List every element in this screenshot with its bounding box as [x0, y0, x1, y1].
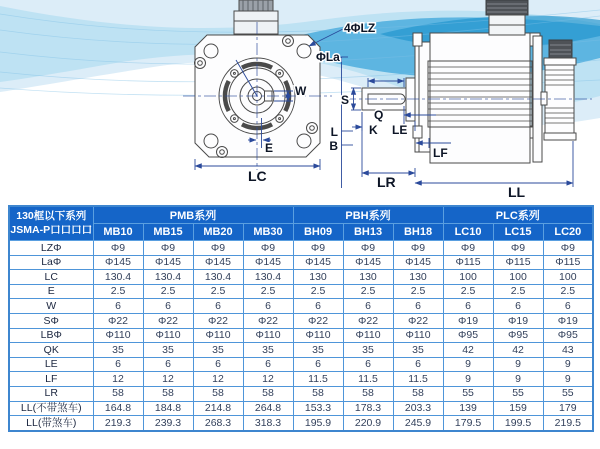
spec-cell: 35 [143, 343, 193, 358]
dim-label-q: Q [374, 108, 384, 122]
rear-connector-ribbed [549, 40, 572, 58]
spec-cell: 245.9 [393, 416, 443, 431]
motor-body [430, 33, 530, 163]
spec-cell: 6 [143, 357, 193, 372]
spec-cell: Φ22 [243, 313, 293, 328]
spec-cell: Φ115 [443, 255, 493, 270]
spec-cell: 58 [193, 386, 243, 401]
spec-cell: Φ145 [143, 255, 193, 270]
spec-cell: 268.3 [193, 416, 243, 431]
spec-cell: 6 [193, 299, 243, 314]
spec-cell: 2.5 [393, 284, 443, 299]
table-row [9, 313, 593, 328]
spec-cell: 159 [493, 401, 543, 416]
spec-cell: 220.9 [343, 416, 393, 431]
row-label: LL(带煞车) [9, 416, 93, 431]
spec-cell: 214.8 [193, 401, 243, 416]
dim-label-e: E [265, 141, 274, 155]
spec-cell: 11.5 [393, 372, 443, 387]
spec-cell: Φ19 [543, 313, 593, 328]
model-column-header: LC10 [443, 224, 493, 241]
spec-cell: 153.3 [293, 401, 343, 416]
spec-cell: Φ145 [293, 255, 343, 270]
spec-cell: 9 [543, 372, 593, 387]
model-column-header: LC15 [493, 224, 543, 241]
dim-label-lf: LF [433, 146, 448, 160]
spec-cell: Φ9 [143, 241, 193, 256]
row-label: QK [9, 343, 93, 358]
model-column-header: MB20 [193, 224, 243, 241]
row-label: E [9, 284, 93, 299]
spec-cell: Φ22 [343, 313, 393, 328]
dim-label-lr: LR [377, 174, 396, 190]
table-row [9, 255, 593, 270]
dim-label-phila: ΦLa [316, 50, 340, 64]
model-column-header: MB10 [93, 224, 143, 241]
spec-cell: 130.4 [93, 270, 143, 285]
row-label: W [9, 299, 93, 314]
spec-cell: 9 [443, 357, 493, 372]
spec-cell: 219.3 [93, 416, 143, 431]
row-label: LL(不带煞车) [9, 401, 93, 416]
rear-housing [545, 65, 574, 135]
spec-cell: Φ22 [393, 313, 443, 328]
spec-cell: Φ95 [493, 328, 543, 343]
spec-cell: 203.3 [393, 401, 443, 416]
rear-latch [541, 92, 547, 105]
spec-cell: 195.9 [293, 416, 343, 431]
spec-cell: Φ110 [193, 328, 243, 343]
table-row [9, 270, 593, 285]
spec-cell: 6 [343, 299, 393, 314]
table-row [9, 357, 593, 372]
spec-cell: 130.4 [243, 270, 293, 285]
spec-cell: 100 [493, 270, 543, 285]
spec-cell: Φ22 [293, 313, 343, 328]
dim-label-k: K [369, 123, 378, 137]
spec-cell: 6 [493, 299, 543, 314]
dim-label-lc: LC [248, 168, 267, 184]
spec-cell: Φ95 [443, 328, 493, 343]
spec-cell: 6 [293, 299, 343, 314]
spec-cell: 35 [193, 343, 243, 358]
spec-cell: 35 [243, 343, 293, 358]
spec-cell: 199.5 [493, 416, 543, 431]
spec-cell: 6 [393, 357, 443, 372]
series-group-header: PBH系列 [293, 206, 443, 224]
spec-cell: Φ19 [493, 313, 543, 328]
spec-cell: 58 [393, 386, 443, 401]
spec-cell: Φ145 [243, 255, 293, 270]
spec-cell: 9 [493, 372, 543, 387]
table-row [9, 328, 593, 343]
spec-cell: 12 [243, 372, 293, 387]
spec-cell: Φ9 [443, 241, 493, 256]
spec-cell: 130.4 [143, 270, 193, 285]
series-group-header: PLC系列 [443, 206, 593, 224]
spec-cell: 9 [443, 372, 493, 387]
spec-cell: Φ110 [143, 328, 193, 343]
spec-cell: 43 [543, 343, 593, 358]
row-label: LaΦ [9, 255, 93, 270]
spec-cell: Φ145 [93, 255, 143, 270]
spec-cell: 6 [93, 299, 143, 314]
spec-cell: 2.5 [193, 284, 243, 299]
spec-cell: 2.5 [543, 284, 593, 299]
series-group-header: PMB系列 [93, 206, 293, 224]
model-column-header: BH13 [343, 224, 393, 241]
spec-cell: 35 [393, 343, 443, 358]
table-row [9, 372, 593, 387]
model-column-header: MB15 [143, 224, 193, 241]
spec-cell: Φ22 [93, 313, 143, 328]
model-column-header: LC20 [543, 224, 593, 241]
spec-cell: 55 [493, 386, 543, 401]
spec-cell: 139 [443, 401, 493, 416]
table-row [9, 401, 593, 416]
spec-cell: 164.8 [93, 401, 143, 416]
dim-label-w: W [295, 84, 307, 98]
spec-cell: Φ9 [393, 241, 443, 256]
spec-cell: 12 [93, 372, 143, 387]
spec-cell: Φ110 [243, 328, 293, 343]
row-label: LR [9, 386, 93, 401]
rear-housing-lip-bottom [544, 133, 576, 140]
spec-cell: Φ9 [193, 241, 243, 256]
spec-cell: 100 [443, 270, 493, 285]
corner-header-line1: 130框以下系列 [16, 210, 87, 223]
spec-cell: 35 [293, 343, 343, 358]
row-label: LF [9, 372, 93, 387]
spec-cell: Φ9 [293, 241, 343, 256]
spec-cell: Φ145 [393, 255, 443, 270]
spec-cell: 6 [543, 299, 593, 314]
table-row [9, 386, 593, 401]
spec-cell: 55 [543, 386, 593, 401]
corner-header [9, 206, 93, 241]
spec-cell: 11.5 [343, 372, 393, 387]
spec-cell: 2.5 [343, 284, 393, 299]
spec-cell: 55 [443, 386, 493, 401]
spec-cell: Φ22 [143, 313, 193, 328]
spec-table [8, 205, 594, 432]
spec-cell: 9 [493, 357, 543, 372]
spec-cell: Φ9 [93, 241, 143, 256]
row-label: SΦ [9, 313, 93, 328]
dim-label-b: B [329, 139, 338, 153]
spec-cell: 11.5 [293, 372, 343, 387]
spec-cell: 6 [343, 357, 393, 372]
spec-cell: 100 [543, 270, 593, 285]
model-column-header: BH09 [293, 224, 343, 241]
header-row-series [9, 206, 593, 224]
front-connector-body [234, 11, 278, 34]
spec-cell: 6 [243, 299, 293, 314]
dim-label-s: S [340, 93, 349, 107]
spec-cell: 35 [93, 343, 143, 358]
spec-cell: Φ110 [343, 328, 393, 343]
spec-cell: 58 [93, 386, 143, 401]
dim-label-ll: LL [508, 184, 526, 200]
spec-cell: 12 [143, 372, 193, 387]
spec-cell: Φ19 [443, 313, 493, 328]
spec-cell: Φ110 [393, 328, 443, 343]
spec-cell: 58 [343, 386, 393, 401]
spec-cell: 6 [143, 299, 193, 314]
spec-cell: Φ145 [343, 255, 393, 270]
row-label: LC [9, 270, 93, 285]
spec-cell: Φ115 [543, 255, 593, 270]
spec-cell: 2.5 [293, 284, 343, 299]
spec-cell: 6 [93, 357, 143, 372]
spec-cell: 178.3 [343, 401, 393, 416]
dim-label-l: L [330, 125, 338, 139]
spec-cell: 130.4 [193, 270, 243, 285]
spec-cell: 58 [243, 386, 293, 401]
row-label: LZΦ [9, 241, 93, 256]
spec-cell: 6 [193, 357, 243, 372]
spec-cell: 179 [543, 401, 593, 416]
spec-cell: 35 [343, 343, 393, 358]
spec-cell: 6 [443, 299, 493, 314]
dim-label-le: LE [392, 123, 408, 137]
spec-cell: 2.5 [243, 284, 293, 299]
spec-cell: Φ22 [193, 313, 243, 328]
spec-cell: 2.5 [443, 284, 493, 299]
spec-cell: Φ9 [243, 241, 293, 256]
row-label: LBΦ [9, 328, 93, 343]
spec-cell: 2.5 [143, 284, 193, 299]
spec-cell: 6 [243, 357, 293, 372]
dim-label-4philz: 4ΦLZ [344, 21, 376, 35]
spec-cell: 130 [293, 270, 343, 285]
engineering-drawing [0, 0, 600, 200]
spec-cell: Φ115 [493, 255, 543, 270]
spec-cell: 264.8 [243, 401, 293, 416]
spec-cell: 318.3 [243, 416, 293, 431]
table-row [9, 343, 593, 358]
spec-cell: 42 [493, 343, 543, 358]
spec-cell: 6 [393, 299, 443, 314]
model-column-header: BH18 [393, 224, 443, 241]
spec-cell: Φ9 [543, 241, 593, 256]
corner-header-line2: JSMA-P口口口口 [10, 223, 93, 236]
table-row [9, 416, 593, 431]
spec-cell: Φ95 [543, 328, 593, 343]
spec-cell: 42 [443, 343, 493, 358]
table-row [9, 299, 593, 314]
spec-cell: Φ9 [343, 241, 393, 256]
spec-cell: 130 [343, 270, 393, 285]
spec-cell: 12 [193, 372, 243, 387]
spec-cell: 6 [293, 357, 343, 372]
spec-cell: 179.5 [443, 416, 493, 431]
spec-cell: 130 [393, 270, 443, 285]
spec-cell: Φ145 [193, 255, 243, 270]
spec-cell: 58 [143, 386, 193, 401]
spec-cell: Φ110 [293, 328, 343, 343]
rear-housing-lip-top [544, 58, 576, 65]
table-row [9, 241, 593, 256]
spec-cell: 219.5 [543, 416, 593, 431]
spec-cell: 184.8 [143, 401, 193, 416]
spec-cell: 2.5 [93, 284, 143, 299]
table-row [9, 284, 593, 299]
spec-cell: 239.3 [143, 416, 193, 431]
spec-cell: 58 [293, 386, 343, 401]
spec-cell: 2.5 [493, 284, 543, 299]
header-row-models [9, 224, 593, 241]
model-column-header: MB30 [243, 224, 293, 241]
spec-cell: Φ110 [93, 328, 143, 343]
spec-cell: 9 [543, 357, 593, 372]
row-label: LE [9, 357, 93, 372]
spec-cell: Φ9 [493, 241, 543, 256]
